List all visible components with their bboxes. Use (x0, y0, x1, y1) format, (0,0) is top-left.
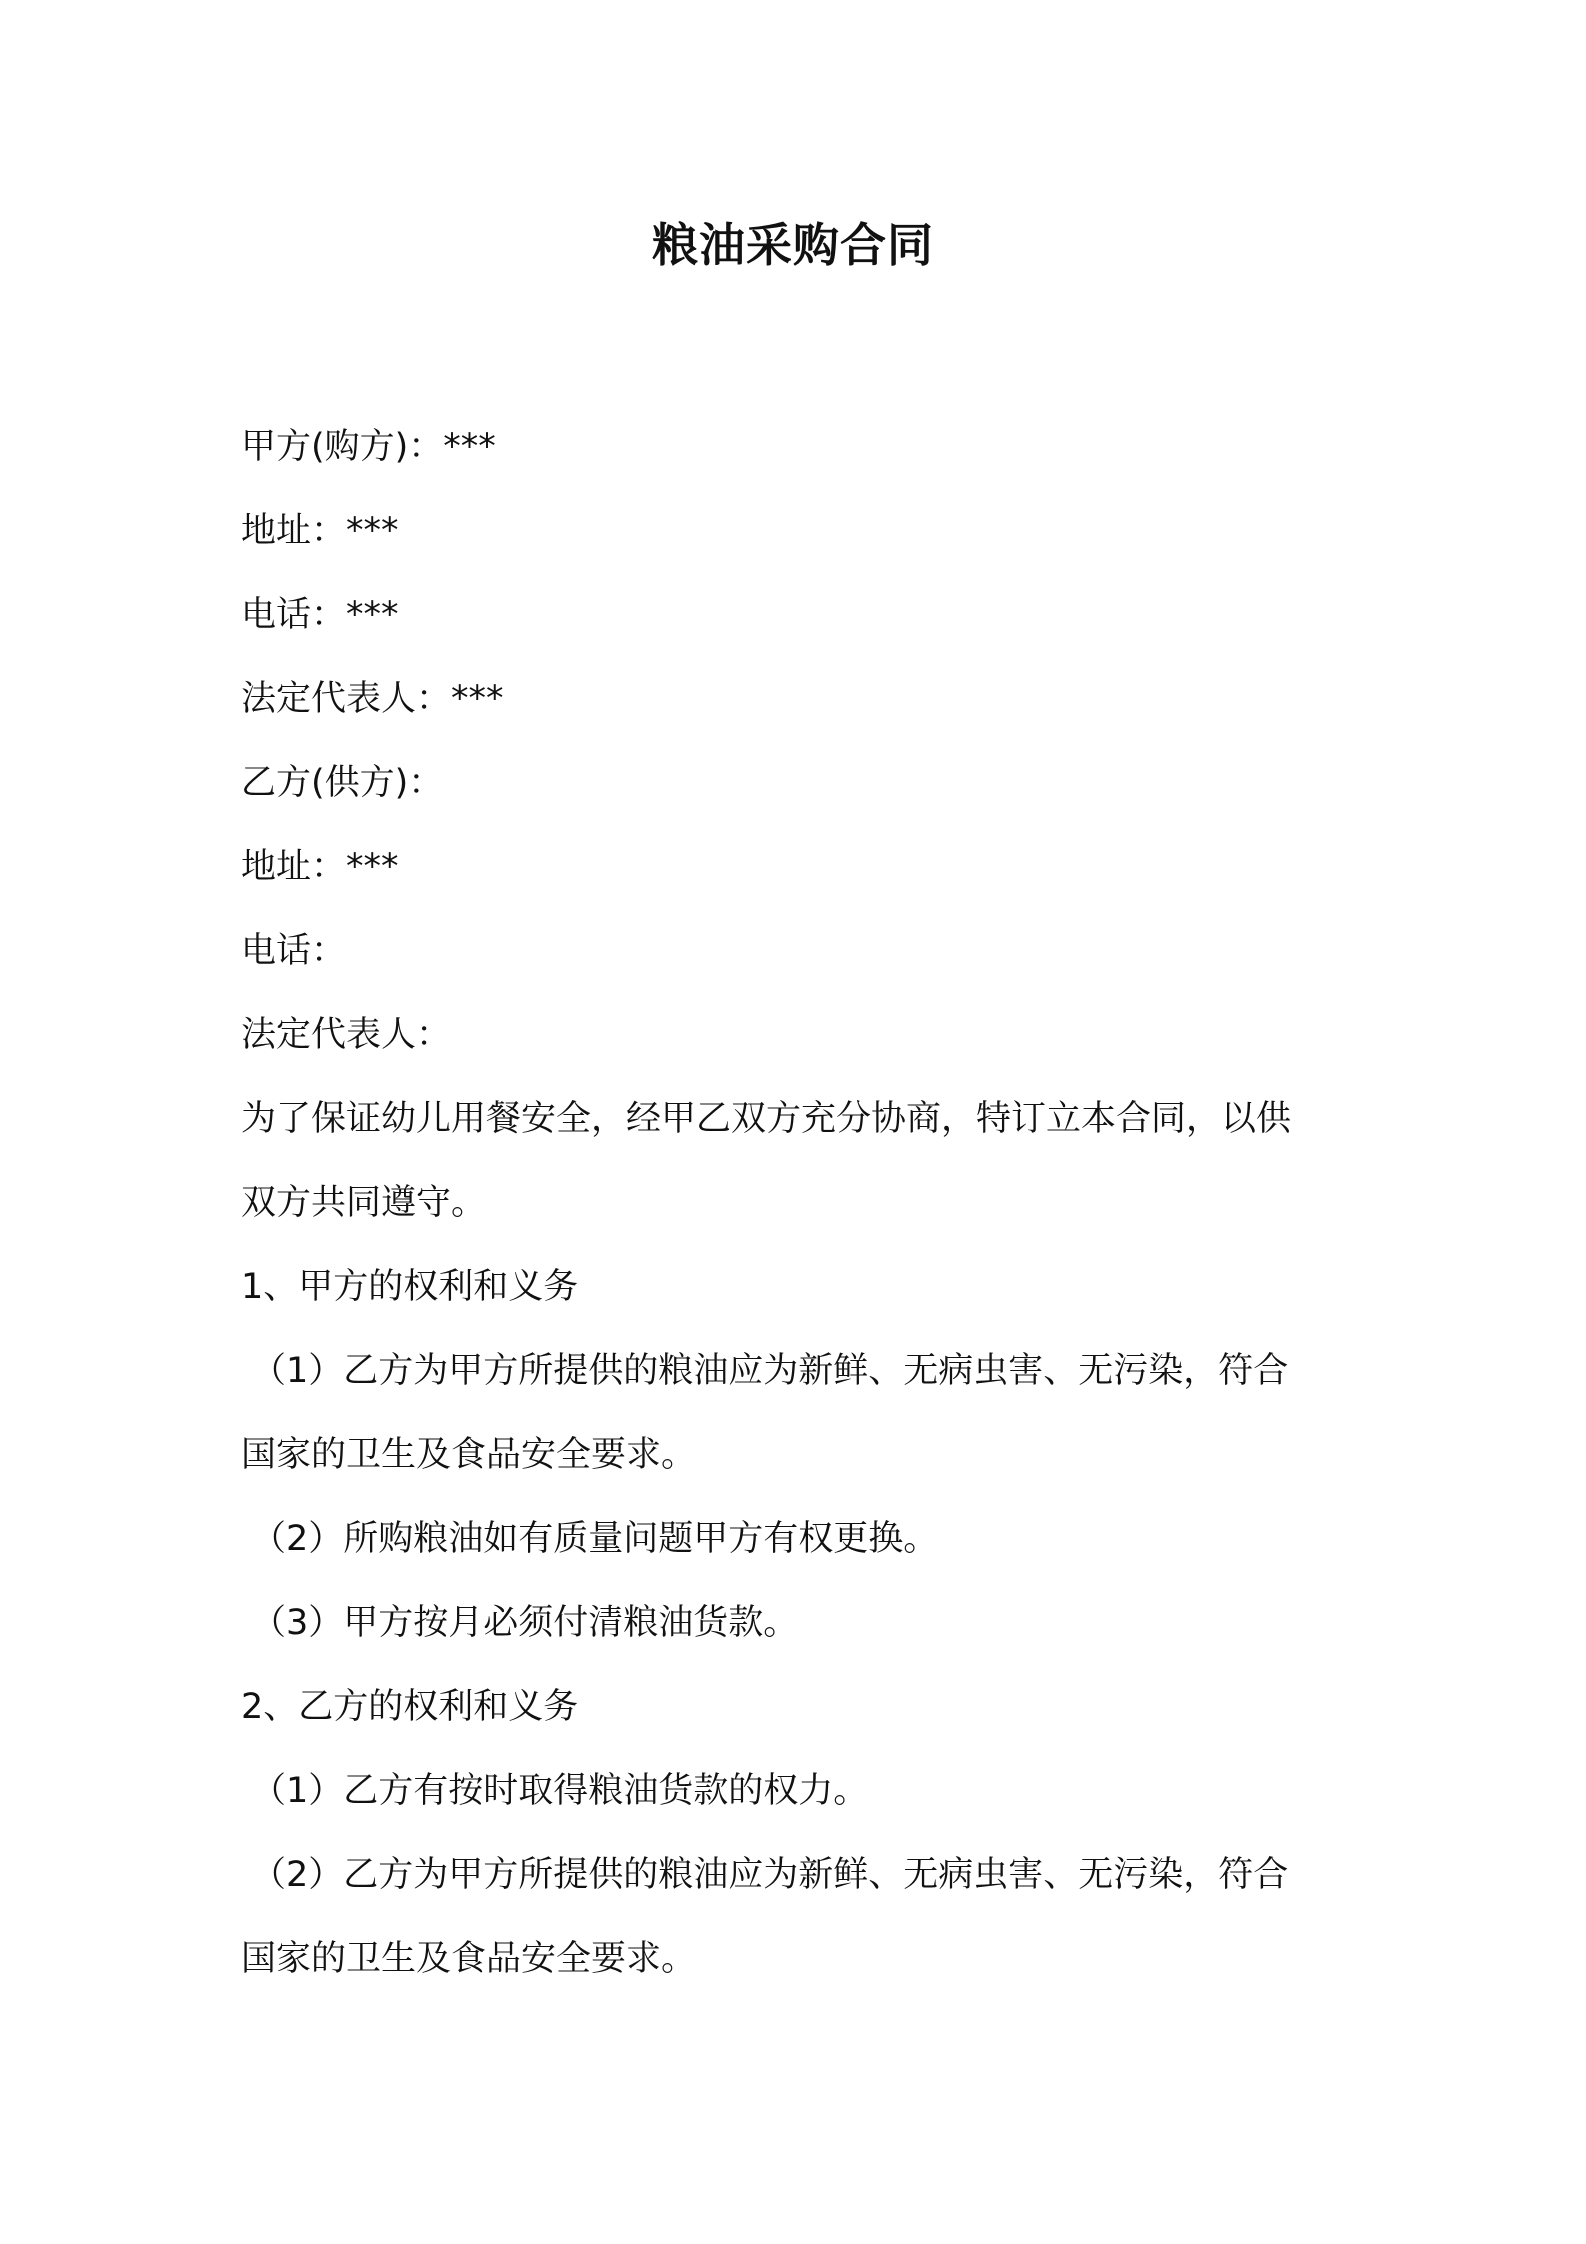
document-title: 粮油采购合同 (652, 218, 934, 272)
contract-body (241, 405, 1361, 2001)
clause-line: （2）乙方为甲方所提供的粮油应为新鲜、无病虫害、无污染，符合 (251, 1855, 1289, 1895)
preamble-paragraph (241, 1077, 1361, 1245)
party-a-name: 甲方(购方)：*** (241, 427, 496, 467)
section-heading: 1、甲方的权利和义务 (241, 1267, 579, 1307)
party-a-address: 地址：*** (241, 511, 399, 551)
party-b-name: 乙方(供方)： (241, 763, 444, 803)
party-b-block (241, 741, 1361, 1077)
section-heading: 2、乙方的权利和义务 (241, 1687, 579, 1727)
preamble-line: 为了保证幼儿用餐安全，经甲乙双方充分协商，特订立本合同，以供 (241, 1099, 1292, 1139)
clause-line: （2）所购粮油如有质量问题甲方有权更换。 (251, 1519, 939, 1559)
clause-line: （1）乙方为甲方所提供的粮油应为新鲜、无病虫害、无污染，符合 (251, 1351, 1289, 1391)
clause-line: （3）甲方按月必须付清粮油货款。 (251, 1603, 799, 1643)
clause-line-continued: 国家的卫生及食品安全要求。 (241, 1435, 697, 1475)
party-b-phone: 电话： (241, 931, 347, 971)
party-b-legal-representative: 法定代表人： (241, 1015, 452, 1055)
clause-line-continued: 国家的卫生及食品安全要求。 (241, 1939, 697, 1979)
party-a-legal-representative: 法定代表人：*** (241, 679, 504, 719)
preamble-line: 双方共同遵守。 (241, 1183, 487, 1223)
clause-line: （1）乙方有按时取得粮油货款的权力。 (251, 1771, 869, 1811)
party-b-address: 地址：*** (241, 847, 399, 887)
party-a-phone: 电话：*** (241, 595, 399, 635)
section-party-b-rights (241, 1665, 1361, 2001)
section-party-a-rights (241, 1245, 1361, 1665)
party-a-block (241, 405, 1361, 741)
